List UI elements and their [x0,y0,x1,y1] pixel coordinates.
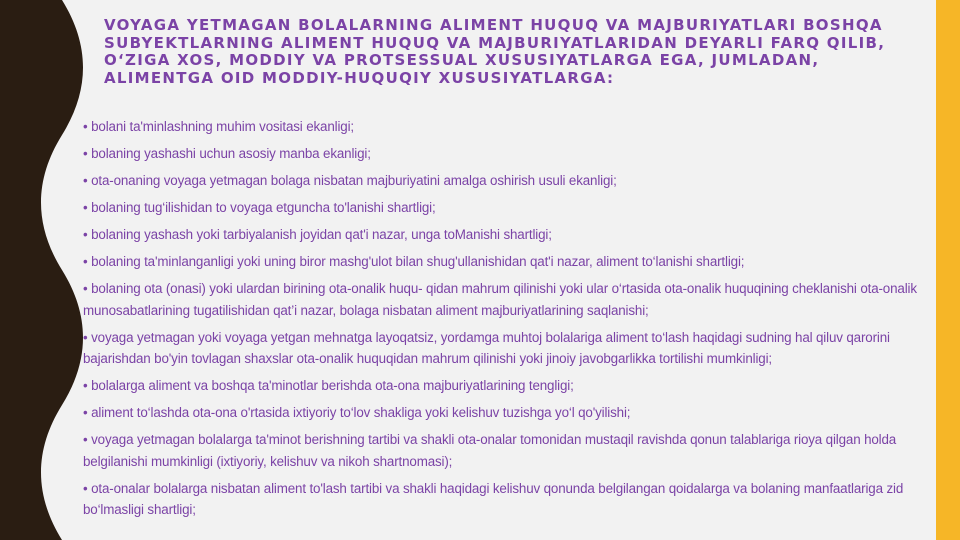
bullet-item: • bolani ta'minlashning muhim vositasi ekanligi; [83,119,354,134]
bullet-item: • ota-onaning voyaga yetmagan bolaga nisbatan majburiyatini amalga oshirish usuli ekanligi; [83,173,617,188]
bullet-item: • bolaning yashash yoki tarbiyalanish joyidan qat'i nazar, unga toManishi shartligi; [83,227,552,242]
right-accent-band [936,0,960,540]
bullet-item: • bolaning yashashi uchun asosiy manba ekanligi; [83,146,371,161]
bullet-item: • bolaning ota (onasi) yoki ulardan birining ota-onalik huqu- qidan mahrum qilinishi yoki ular o‘rtasida ota-onalik huquqining cheklanishi ota-onalik munosabatlarining tugatilishidan qat’i nazar, bolaga nisbatan aliment majburiyatlarining saqlanishi; [83,281,917,318]
bullet-item: • bolaning tug‘ilishidan to voyaga etguncha to'lanishi shartligi; [83,200,436,215]
bullet-item: • bolalarga aliment va boshqa ta'minotlar berishda ota-ona majburiyatlarining tengligi; [83,378,574,393]
bullet-list [83,116,918,526]
bullet-item: • voyaga yetmagan bolalarga ta'minot berishning tartibi va shakli ota-onalar tomonidan mustaqil ravishda qonun talablariga rioya qilgan holda belgilanishi mumkinligi (ixtiyoriy, kelishuv va nikoh shartnomasi); [83,432,897,469]
left-decorative-band [0,0,90,540]
slide-title: VOYAGA YETMAGAN BOLALARNING ALIMENT HUQUQ VA MAJBURIYATLARI BOSHQA SUBYEKTLARNING ALIMENT HUQUQ VA MAJBURIYATLARIDAN DEYARLI FARQ QILIB, O‘ZIGA XOS, MODDIY VA PROTSESSUAL XUSUSIYATLARGA EGA, JUMLADAN, ALIMENTGA OID MODDIY-HUQUQIY XUSUSIYATLARGA: [104,16,886,87]
bullet-item: • aliment to‘lashda ota-ona o'rtasida ixtiyoriy to‘lov shakliga yoki kelishuv tuzishga yo‘l qo'yilishi; [83,405,631,420]
bullet-item: • bolaning ta'minlanganligi yoki uning biror mashg'ulot bilan shug'ullanishidan qat'i nazar, aliment to‘lanishi shartligi; [83,254,745,269]
bullet-item: • ota-onalar bolalarga nisbatan aliment to'lash tartibi va shakli haqidagi kelishuv qonunda belgilangan qoidalarga va bolaning manfaatlariga zid bo‘lmasligi shartligi; [83,480,904,517]
bullet-item: • voyaga yetmagan yoki voyaga yetgan mehnatga layoqatsiz, yordamga muhtoj bolalariga aliment to‘lash haqidagi sudning hal qiluv qarorini bajarishdan bo'yin tovlagan shaxslar ota-onalik huquqidan mahrum qilinishi yoki jinoiy javobgarlikka tortilishi mumkinligi; [83,329,890,366]
